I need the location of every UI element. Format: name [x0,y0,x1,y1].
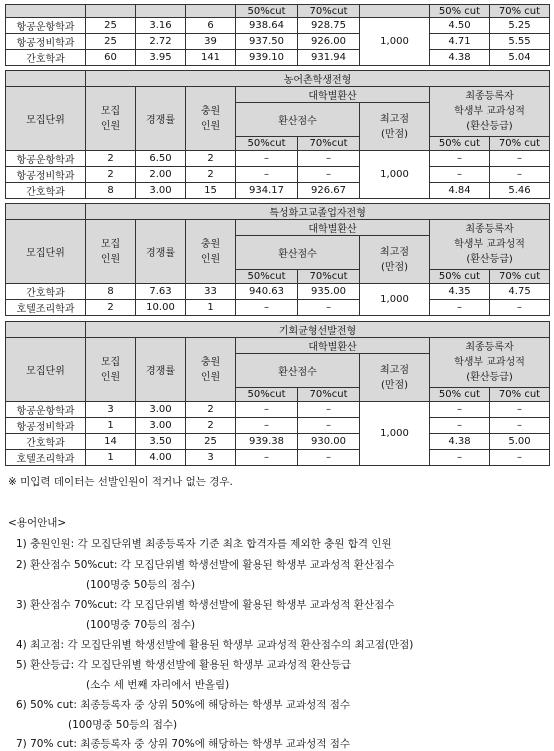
header-rate: 경쟁률 [136,87,186,151]
header-max: 최고점 (만점) [360,236,430,284]
table-row: 항공정비학과 25 2.72 39 937.50 926.00 4.71 5.55 [6,34,550,50]
table-row: 항공운항학과 25 3.16 6 938.64 928.75 1,000 4.50 5.25 [6,18,550,34]
header-max: 최고점 (만점) [360,103,430,151]
table-title: 특성화고교졸업자전형 [86,204,550,220]
col-grade-50cut: 50% cut [430,5,490,18]
guide-item-sub: (100명중 50등의 점수) [68,719,178,731]
guide-item-sub: (소수 세 번째 자리에서 반올림) [86,679,230,691]
table-title: 농어촌학생전형 [86,71,550,87]
header-unit: 모집단위 [6,338,86,402]
table-row: 간호학과 8 7.63 33 940.63 935.00 1,000 4.35 4.75 [6,284,550,300]
guide-item: 7) 70% cut: 최종등록자 중 상위 70%에 해당하는 학생부 교과성적 점수 [16,738,351,750]
header-rate: 경쟁률 [136,338,186,402]
table-row: 호텔조리학과 1 4.00 3 – – – – [6,450,550,466]
header-univ: 대학별환산 [236,220,430,236]
table-row: 호텔조리학과 2 10.00 1 – – – – [6,300,550,316]
top-admission-table [5,4,550,66]
guide-item-sub: (100명중 50등의 점수) [86,579,196,591]
header-final: 최종등록자 학생부 교과성적 (환산등급) [430,87,550,137]
table-row: 항공운항학과 3 3.00 2 – – 1,000 – – [6,402,550,418]
admission-table-rural: 농어촌학생전형 모집단위 모집 인원 경쟁률 충원 인원 대학별환산 최종등록자 학생부 교과성적 (환산등급) 환산점수 최고점 (만점) 50%cut 70%cut 50% cut 70% cut 항공운항학과 2 6.50 2 – – 1,000 – – 항공정비학과 2 2.00 2 – – – – 간호학과 8 3.00 15 934.17 926.67 4.84 5.46 [5,70,550,199]
col-50cut: 50%cut [236,5,298,18]
header-fill: 충원 인원 [186,338,236,402]
header-quota: 모집 인원 [86,338,136,402]
header-univ: 대학별환산 [236,338,430,354]
header-rate: 경쟁률 [136,220,186,284]
guide-item: 2) 환산점수 50%cut: 각 모집단위별 학생선발에 활용된 학생부 교과성적 환산점수 [16,559,395,571]
note-text: ※ 미입력 데이터는 선발인원이 적거나 없는 경우. [8,476,233,488]
header-score: 환산점수 [236,236,360,270]
col-grade-70cut: 70% cut [490,5,550,18]
header-final: 최종등록자 학생부 교과성적 (환산등급) [430,220,550,270]
header-score: 환산점수 [236,103,360,137]
table-row: 항공정비학과 1 3.00 2 – – – – [6,418,550,434]
guide-item: 6) 50% cut: 최종등록자 중 상위 50%에 해당하는 학생부 교과성적 점수 [16,699,351,711]
max-score: 1,000 [360,151,430,199]
table-row: 항공운항학과 2 6.50 2 – – 1,000 – – [6,151,550,167]
header-fill: 충원 인원 [186,87,236,151]
guide-item: 4) 최고점: 각 모집단위별 학생선발에 활용된 학생부 교과성적 환산점수의 최고점(만점) [16,639,414,651]
guide-item-sub: (100명중 70등의 점수) [86,619,196,631]
header-final: 최종등록자 학생부 교과성적 (환산등급) [430,338,550,388]
table-row: 간호학과 14 3.50 25 939.38 930.00 4.38 5.00 [6,434,550,450]
guide-item: 3) 환산점수 70%cut: 각 모집단위별 학생선발에 활용된 학생부 교과성적 환산점수 [16,599,395,611]
max-score: 1,000 [360,18,430,66]
guide-item: 1) 충원인원: 각 모집단위별 최종등록자 기준 최초 합격자를 제외한 충원 합격 인원 [16,538,392,550]
table-row: 간호학과 60 3.95 141 939.10 931.94 4.38 5.04 [6,50,550,66]
header-unit: 모집단위 [6,87,86,151]
header-quota: 모집 인원 [86,87,136,151]
table-row: 항공정비학과 2 2.00 2 – – – – [6,167,550,183]
guide-title: <용어안내> [8,517,67,529]
table-row: 간호학과 8 3.00 15 934.17 926.67 4.84 5.46 [6,183,550,199]
guide-item: 5) 환산등급: 각 모집단위별 학생선발에 활용된 학생부 교과성적 환산등급 [16,659,352,671]
header-fill: 충원 인원 [186,220,236,284]
header-max: 최고점 (만점) [360,354,430,402]
header-unit: 모집단위 [6,220,86,284]
header-quota: 모집 인원 [86,220,136,284]
admission-table-vocational: 특성화고교졸업자전형 모집단위 모집 인원 경쟁률 충원 인원 대학별환산 최종등록자 학생부 교과성적 (환산등급) 환산점수 최고점 (만점) 50%cut 70%cut 50% cut 70% cut 간호학과 8 7.63 33 940.63 935.00 1,000 4.35 4.75 호텔조리학과 2 10.00 1 – – – – [5,203,550,316]
table-title: 기회균형선발전형 [86,322,550,338]
max-score: 1,000 [360,284,430,316]
max-score: 1,000 [360,402,430,466]
admission-table-equal-opportunity: 기회균형선발전형 모집단위 모집 인원 경쟁률 충원 인원 대학별환산 최종등록자 학생부 교과성적 (환산등급) 환산점수 최고점 (만점) 50%cut 70%cut 50% cut 70% cut 항공운항학과 3 3.00 2 – – 1,000 – – 항공정비학과 1 3.00 2 – – – – 간호학과 14 3.50 25 939.38 930.00 4.38 5.00 호텔조리학과 1 4.00 3 – – – – [5,321,550,466]
col-70cut: 70%cut [298,5,360,18]
header-univ: 대학별환산 [236,87,430,103]
header-score: 환산점수 [236,354,360,388]
